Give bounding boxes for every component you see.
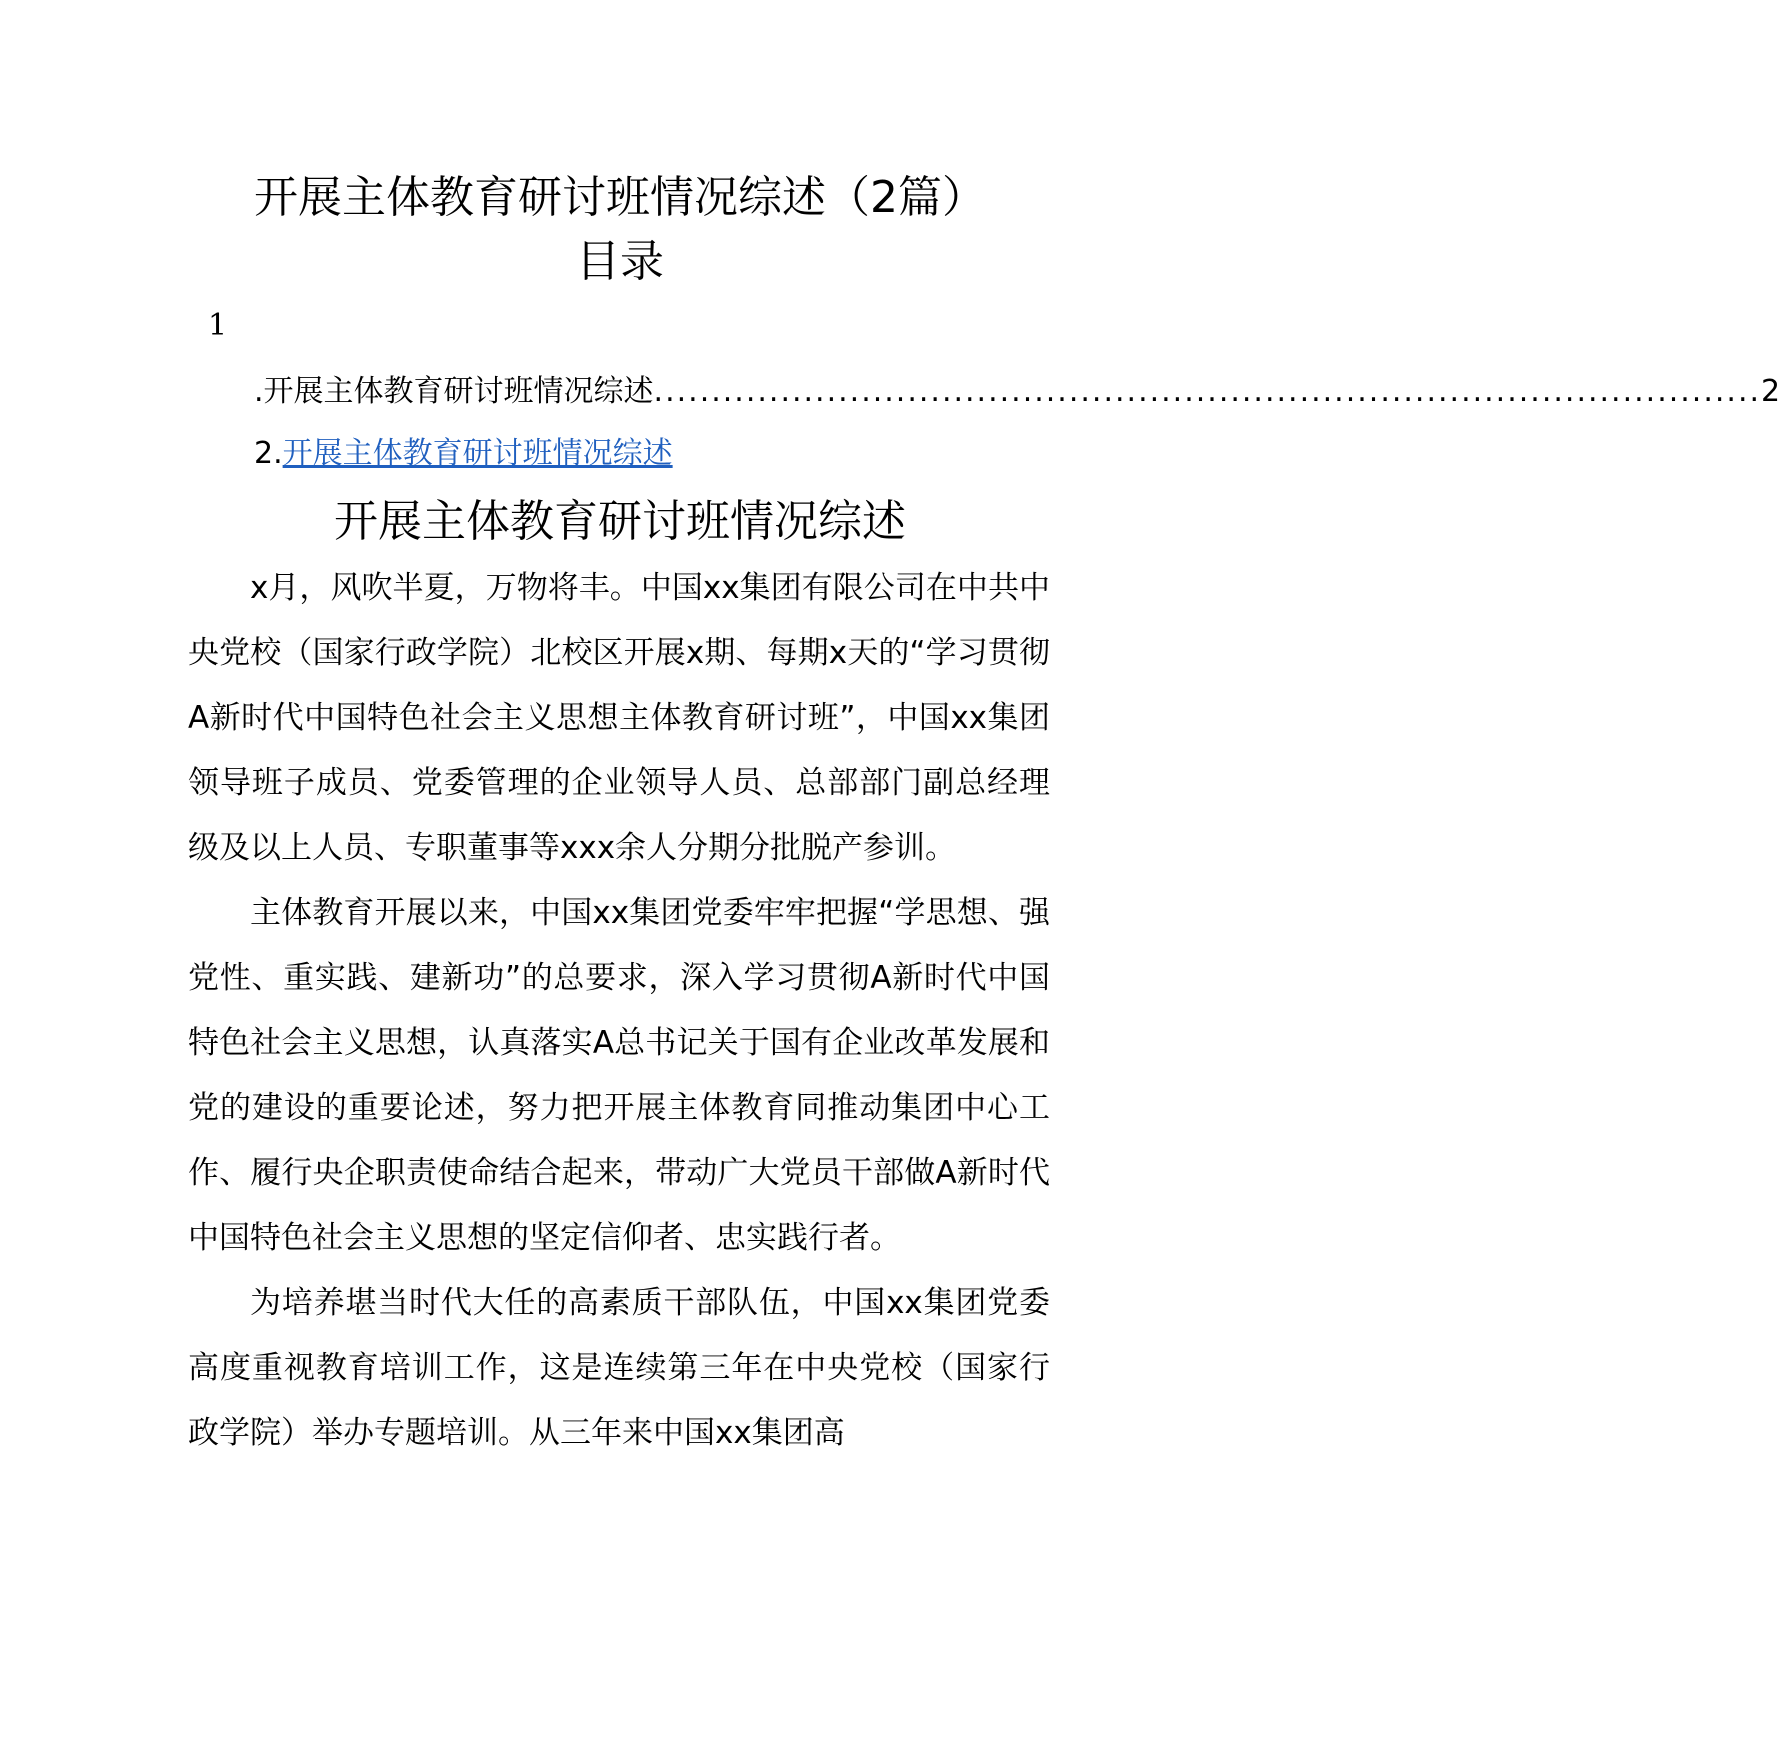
toc-entry-2-prefix: 2. — [254, 436, 283, 471]
toc-entry-1-label: .开展主体教育研讨班情况综述 — [254, 374, 654, 409]
paragraph-1: x月，风吹半夏，万物将丰。中国xx集团有限公司在中共中央党校（国家行政学院）北校区开展x期、每期x天的“学习贯彻A新时代中国特色社会主义思想主体教育研讨班”，中国xx集团领导班子成员、党委管理的企业领导人员、总部部门副总经理级及以上人员、专职董事等xxx余人分期分批脱产参训。 — [188, 570, 1050, 866]
toc-number: 1 — [208, 308, 228, 343]
toc-entry-1-page: 2 — [1761, 374, 1780, 409]
section-title: 开展主体教育研讨班情况综述 — [334, 496, 906, 547]
toc-heading: 目录 — [576, 236, 664, 287]
document-title: 开展主体教育研讨班情况综述（2篇） — [254, 172, 986, 223]
paragraph-3: 为培养堪当时代大任的高素质干部队伍，中国xx集团党委高度重视教育培训工作，这是连续第三年在中央党校（国家行政学院）举办专题培训。从三年来中国xx集团高 — [188, 1285, 1050, 1451]
paragraph-2: 主体教育开展以来，中国xx集团党委牢牢把握“学思想、强党性、重实践、建新功”的总要求，深入学习贯彻A新时代中国特色社会主义思想，认真落实A总书记关于国有企业改革发展和党的建设的重要论述，努力把开展主体教育同推动集团中心工作、履行央企职责使命结合起来，带动广大党员干部做A新时代中国特色社会主义思想的坚定信仰者、忠实践行者。 — [188, 895, 1050, 1256]
toc-entry-2 — [254, 432, 673, 476]
toc-entry-2-link[interactable]: 开展主体教育研讨班情况综述 — [282, 436, 673, 471]
toc-entry-1[interactable] — [254, 370, 1780, 414]
toc-entry-1-leader: ................................................................................................ — [653, 374, 1762, 409]
body-text — [188, 556, 1050, 1466]
